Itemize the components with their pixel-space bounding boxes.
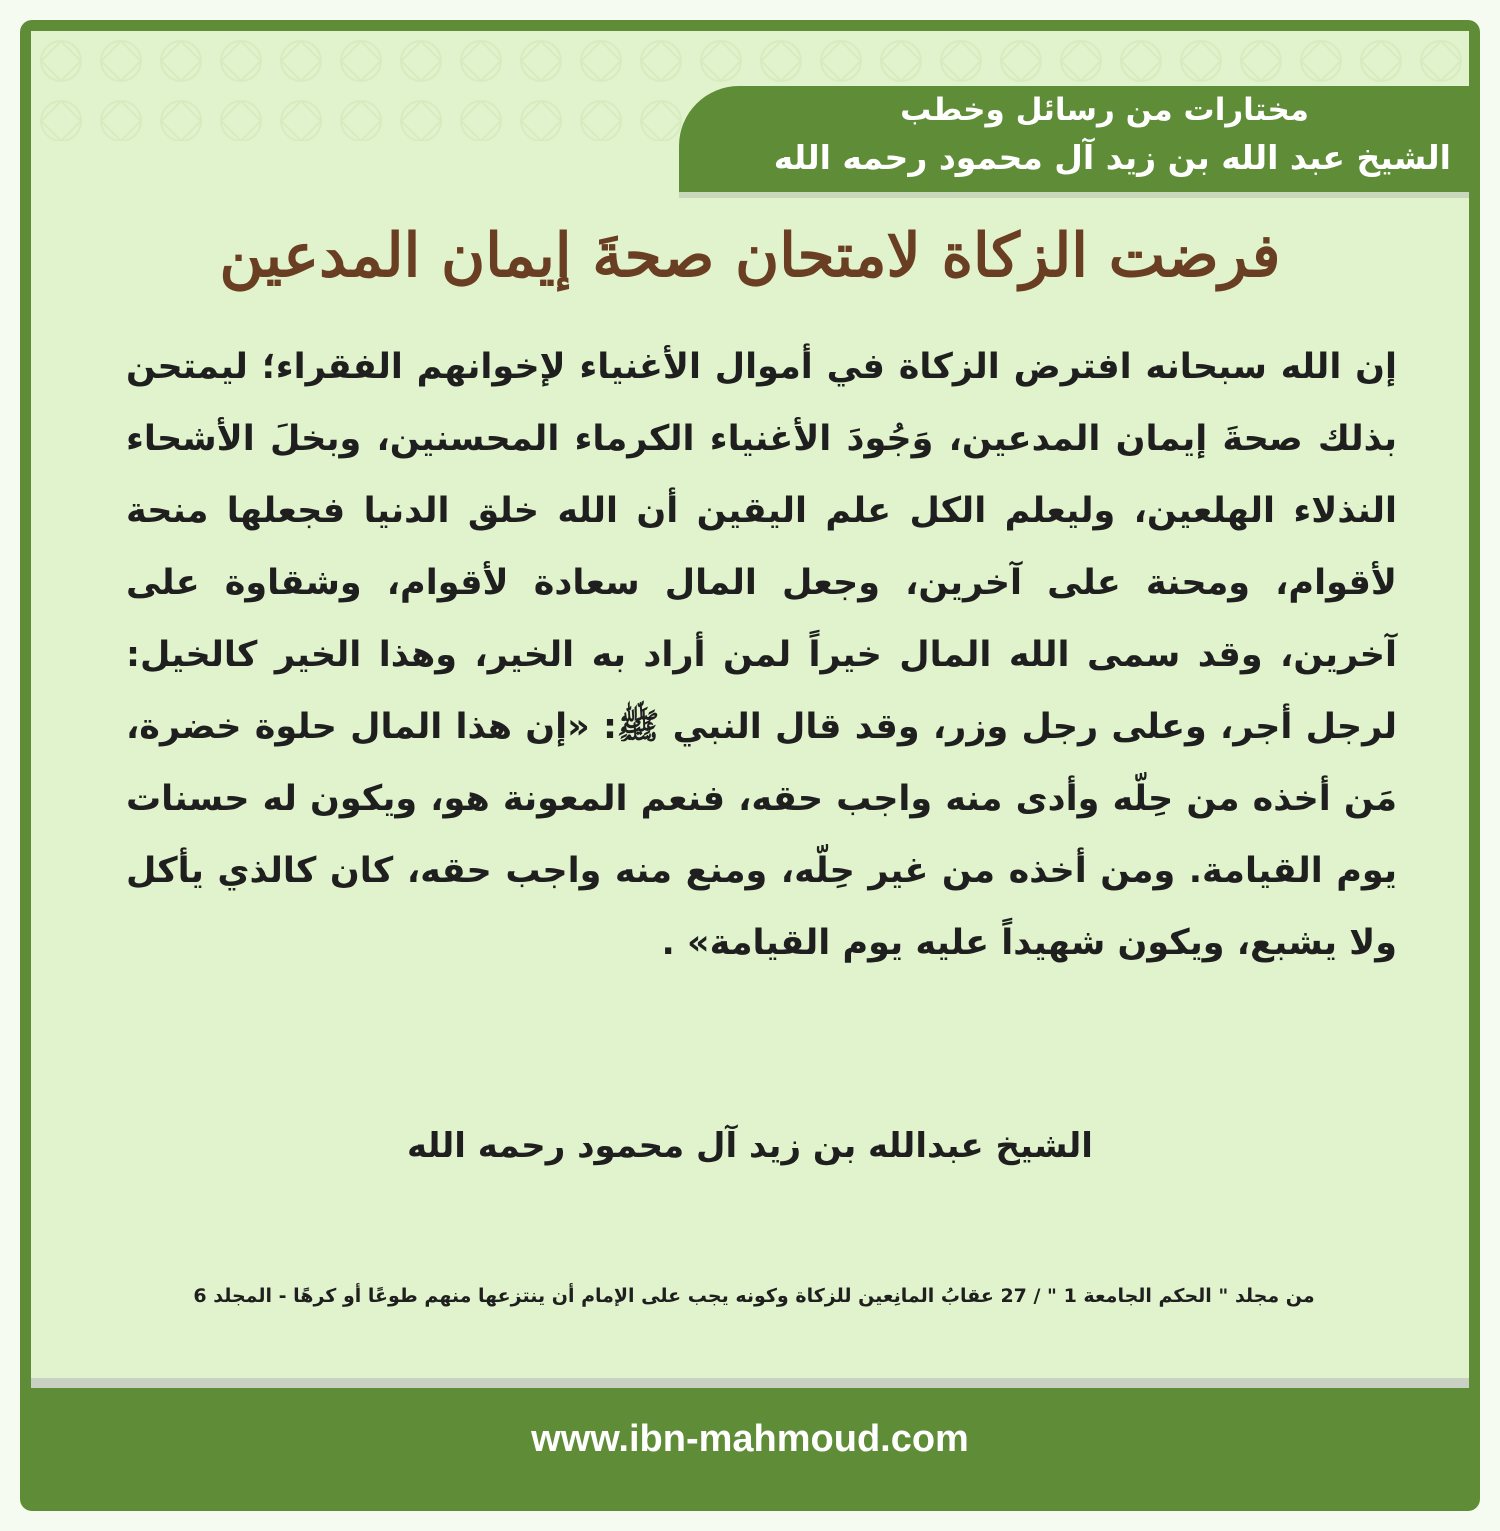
body-text: إن الله سبحانه افترض الزكاة في أموال الأغنياء لإخوانهم الفقراء؛ ليمتحن بذلك صحةَ إيمان المدعين، وَجُودَ الأغنياء الكرماء المحسنين، وبخلَ الأشحاء النذلاء الهلعين، وليعلم الكل علم اليقين أن الله خلق الدنيا فجعلها منحة لأقوام، ومحنة على آخرين، وجعل المال سعادة لأقوام، وشقاوة على آخرين، وقد سمى الله المال خيراً لمن أراد به الخير، وهذا الخير كالخيل: لرجل أجر، وعلى رجل وزر، وقد قال النبي ﷺ: «إن هذا المال حلوة خضرة، مَن أخذه من حِلّه وأدى منه واجب حقه، فنعم المعونة هو، ويكون له حسنات يوم القيامة. ومن أخذه من غير حِلّه، ومنع منه واجب حقه، كان كالذي يأكل ولا يشبع، ويكون شهيداً عليه يوم القيامة» . xyxy=(126,347,1397,963)
header-series-title: مختارات من رسائل وخطب xyxy=(900,92,1309,128)
card-shadow xyxy=(31,1378,1469,1388)
outer-frame xyxy=(20,20,1480,1511)
signature: الشيخ عبدالله بن زيد آل محمود رحمه الله xyxy=(407,1126,1093,1166)
page-title: فرضت الزكاة لامتحان صحةَ إيمان المدعين xyxy=(219,221,1281,291)
header-author: الشيخ عبد الله بن زيد آل محمود رحمه الله xyxy=(773,138,1451,177)
header-band xyxy=(679,86,1469,192)
footer-url[interactable]: www.ibn-mahmoud.com xyxy=(531,1418,969,1460)
source-citation: من مجلد " الحكم الجامعة 1 " / 27 عقابُ المانِعين للزكاة وكونه يجب على الإمام أن ينتزعها منهم طوعًا أو كرهًا - المجلد 6 xyxy=(193,1285,1315,1307)
content-card xyxy=(31,31,1469,1387)
